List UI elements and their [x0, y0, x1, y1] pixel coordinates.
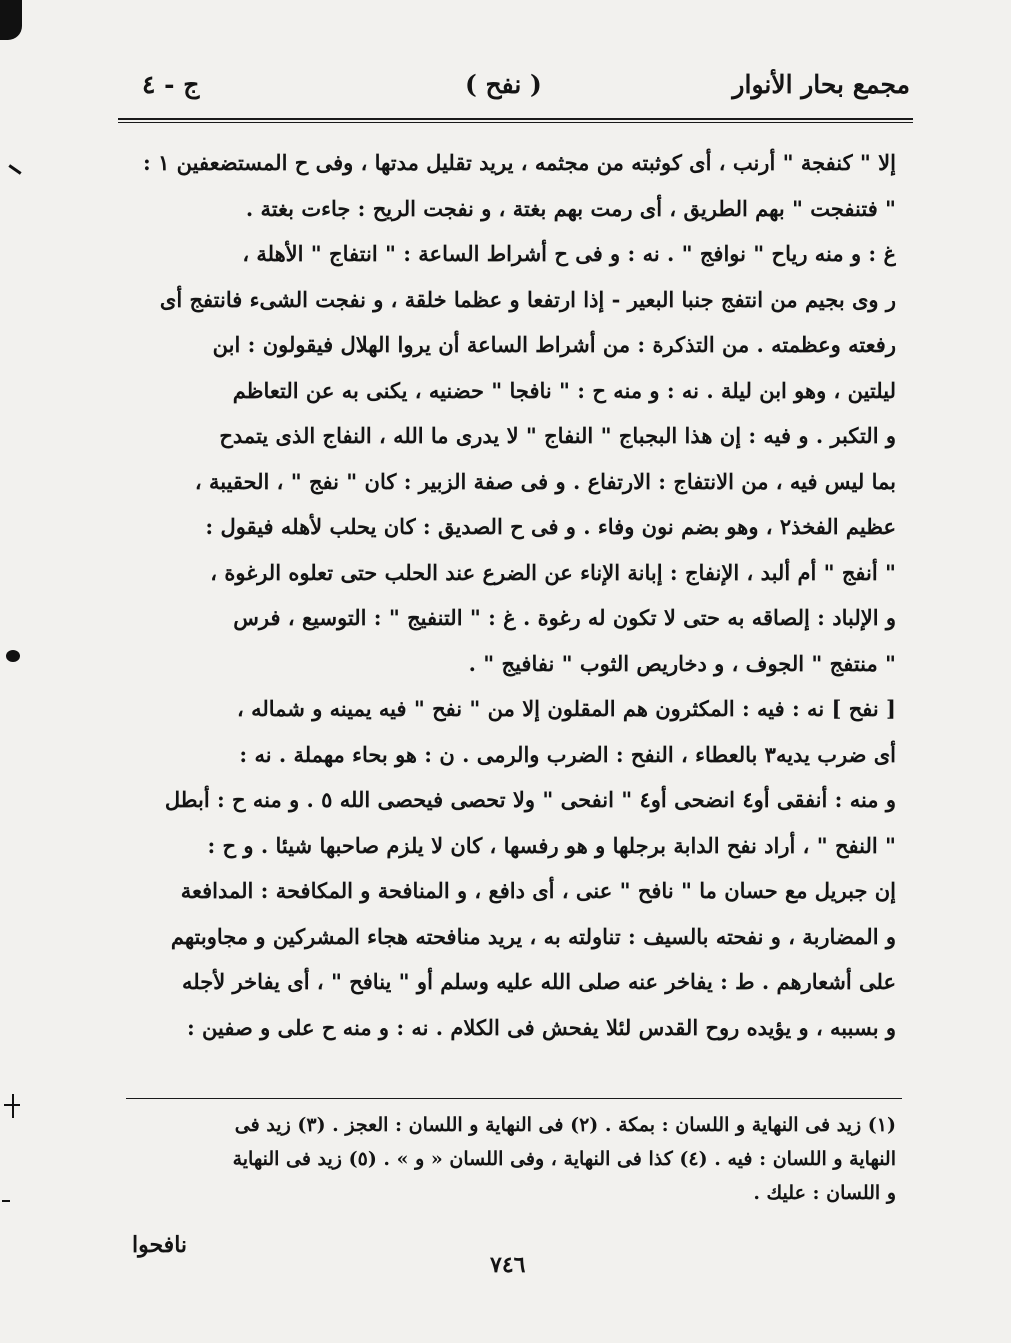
footnote-line: و اللسان : عليك . [753, 1182, 896, 1204]
header-rule-thin [118, 122, 913, 123]
text-line: بما ليس فيه ، من الانتفاج : الارتفاع . و فى صفة الزبير : كان " نفج " ، الحقيبة ، [194, 468, 896, 494]
text-line: على أشعارهم . ط : يفاخر عنه صلى الله عليه وسلم أو " ينافح " ، أى يفاخر لأجله [182, 969, 896, 994]
scan-speck [12, 1094, 14, 1118]
main-text [128, 140, 896, 1050]
text-line: و الإلباد : إلصاقه به حتى لا تكون له رغوة . غ : " التنفيج " : التوسيع ، فرس [233, 605, 896, 630]
text-line: " فتنفجت " بهم الطريق ، أى رمت بهم بغتة ، و نفجت الريح : جاءت بغتة . [245, 195, 896, 221]
text-line: رفعته وعظمته . من التذكرة : من أشراط الساعة أن يروا الهلال فيقولون : ابن [212, 332, 896, 357]
running-header [120, 70, 910, 110]
text-line: إلا " كنفجة " أرنب ، أى كوثبته من مجثمه ، يريد تقليل مدتها ، وفى ح المستضعفين ١ : [143, 150, 896, 175]
scan-speck [4, 1104, 20, 1106]
text-line: " أنفج " أم ألبد ، الإنفاج : إبانة الإناء عن الضرع عند الحلب حتى تعلوه الرغوة ، [210, 559, 896, 585]
catchword: نافحوا [132, 1232, 188, 1258]
header-rule [118, 118, 913, 120]
footnotes [128, 1108, 896, 1210]
text-line: إن جبريل مع حسان ما " نافح " عنى ، أى دافع ، و المنافحة و المكافحة : المدافعة [180, 878, 896, 903]
text-line: أى ضرب يديه٣ بالعطاء ، النفح : الضرب والرمى . ن : هو بحاء مهملة . نه : [239, 741, 896, 767]
volume-number: ج - ٤ [142, 70, 200, 99]
book-title: مجمع بحار الأنوار [732, 70, 910, 99]
entry-root: ( نفح ) [465, 70, 542, 99]
text-line: عظيم الفخذ٢ ، وهو بضم نون وفاء . و فى ح الصديق : كان يحلب لأهله فيقول : [205, 514, 896, 539]
footnote-line: النهاية و اللسان : فيه . (٤) كذا فى النهاية ، وفى اللسان « و » . (٥) زيد فى النهاية [232, 1148, 896, 1170]
text-line: " النفح " ، أراد نفح الدابة برجلها و هو رفسها ، كان لا يلزم صاحبها شيئا . و ح : [207, 832, 896, 858]
footnote-line: (١) زيد فى النهاية و اللسان : بمكة . (٢) فى النهاية و اللسان : العجز . (٣) زيد فى [234, 1114, 896, 1136]
scan-speck [2, 1200, 10, 1202]
text-line: ر وى بجيم من انتفج جنبا البعير - إذا ارتفعا و عظما خلقة ، و نفجت الشىء فانتفج أى [159, 286, 896, 312]
text-line: و التكبر . و فيه : إن هذا البجباج " النفاج " لا يدرى ما الله ، النفاج الذى يتمدح [219, 423, 896, 448]
scan-speck [6, 650, 20, 662]
footnote-rule [126, 1098, 902, 1099]
scan-speck [0, 0, 22, 40]
text-line: غ : و منه رياح " نوافج " . نه : و فى ح أشراط الساعة : " انتفاج " الأهلة ، [242, 241, 896, 266]
text-line: و بسببه ، و يؤيده روح القدس لئلا يفحش فى الكلام . نه : و منه ح على و صفين : [186, 1014, 896, 1040]
text-line: [ نفح ] نه : فيه : المكثرون هم المقلون إلا من " نفح " فيه يمينه و شماله ، [237, 696, 896, 721]
text-line: و المضاربة ، و نفحته بالسيف : تناولته به ، يريد منافحته هجاء المشركين و مجاوبتهم [170, 923, 896, 949]
text-line: و منه : أنفقى أو٤ انضحى أو٤ " انفحى " ولا تحصى فيحصى الله ٥ . و منه ح : أبطل [164, 787, 896, 812]
page-number: ٧٤٦ [490, 1252, 526, 1278]
text-line: ليلتين ، وهو ابن ليلة . نه : و منه ح : " نافجا " حضنيه ، يكنى به عن التعاظم [232, 377, 896, 403]
scan-speck [8, 164, 21, 174]
text-line: " منتفج " الجوف ، و دخاريص الثوب " نفافيج " . [468, 650, 896, 676]
